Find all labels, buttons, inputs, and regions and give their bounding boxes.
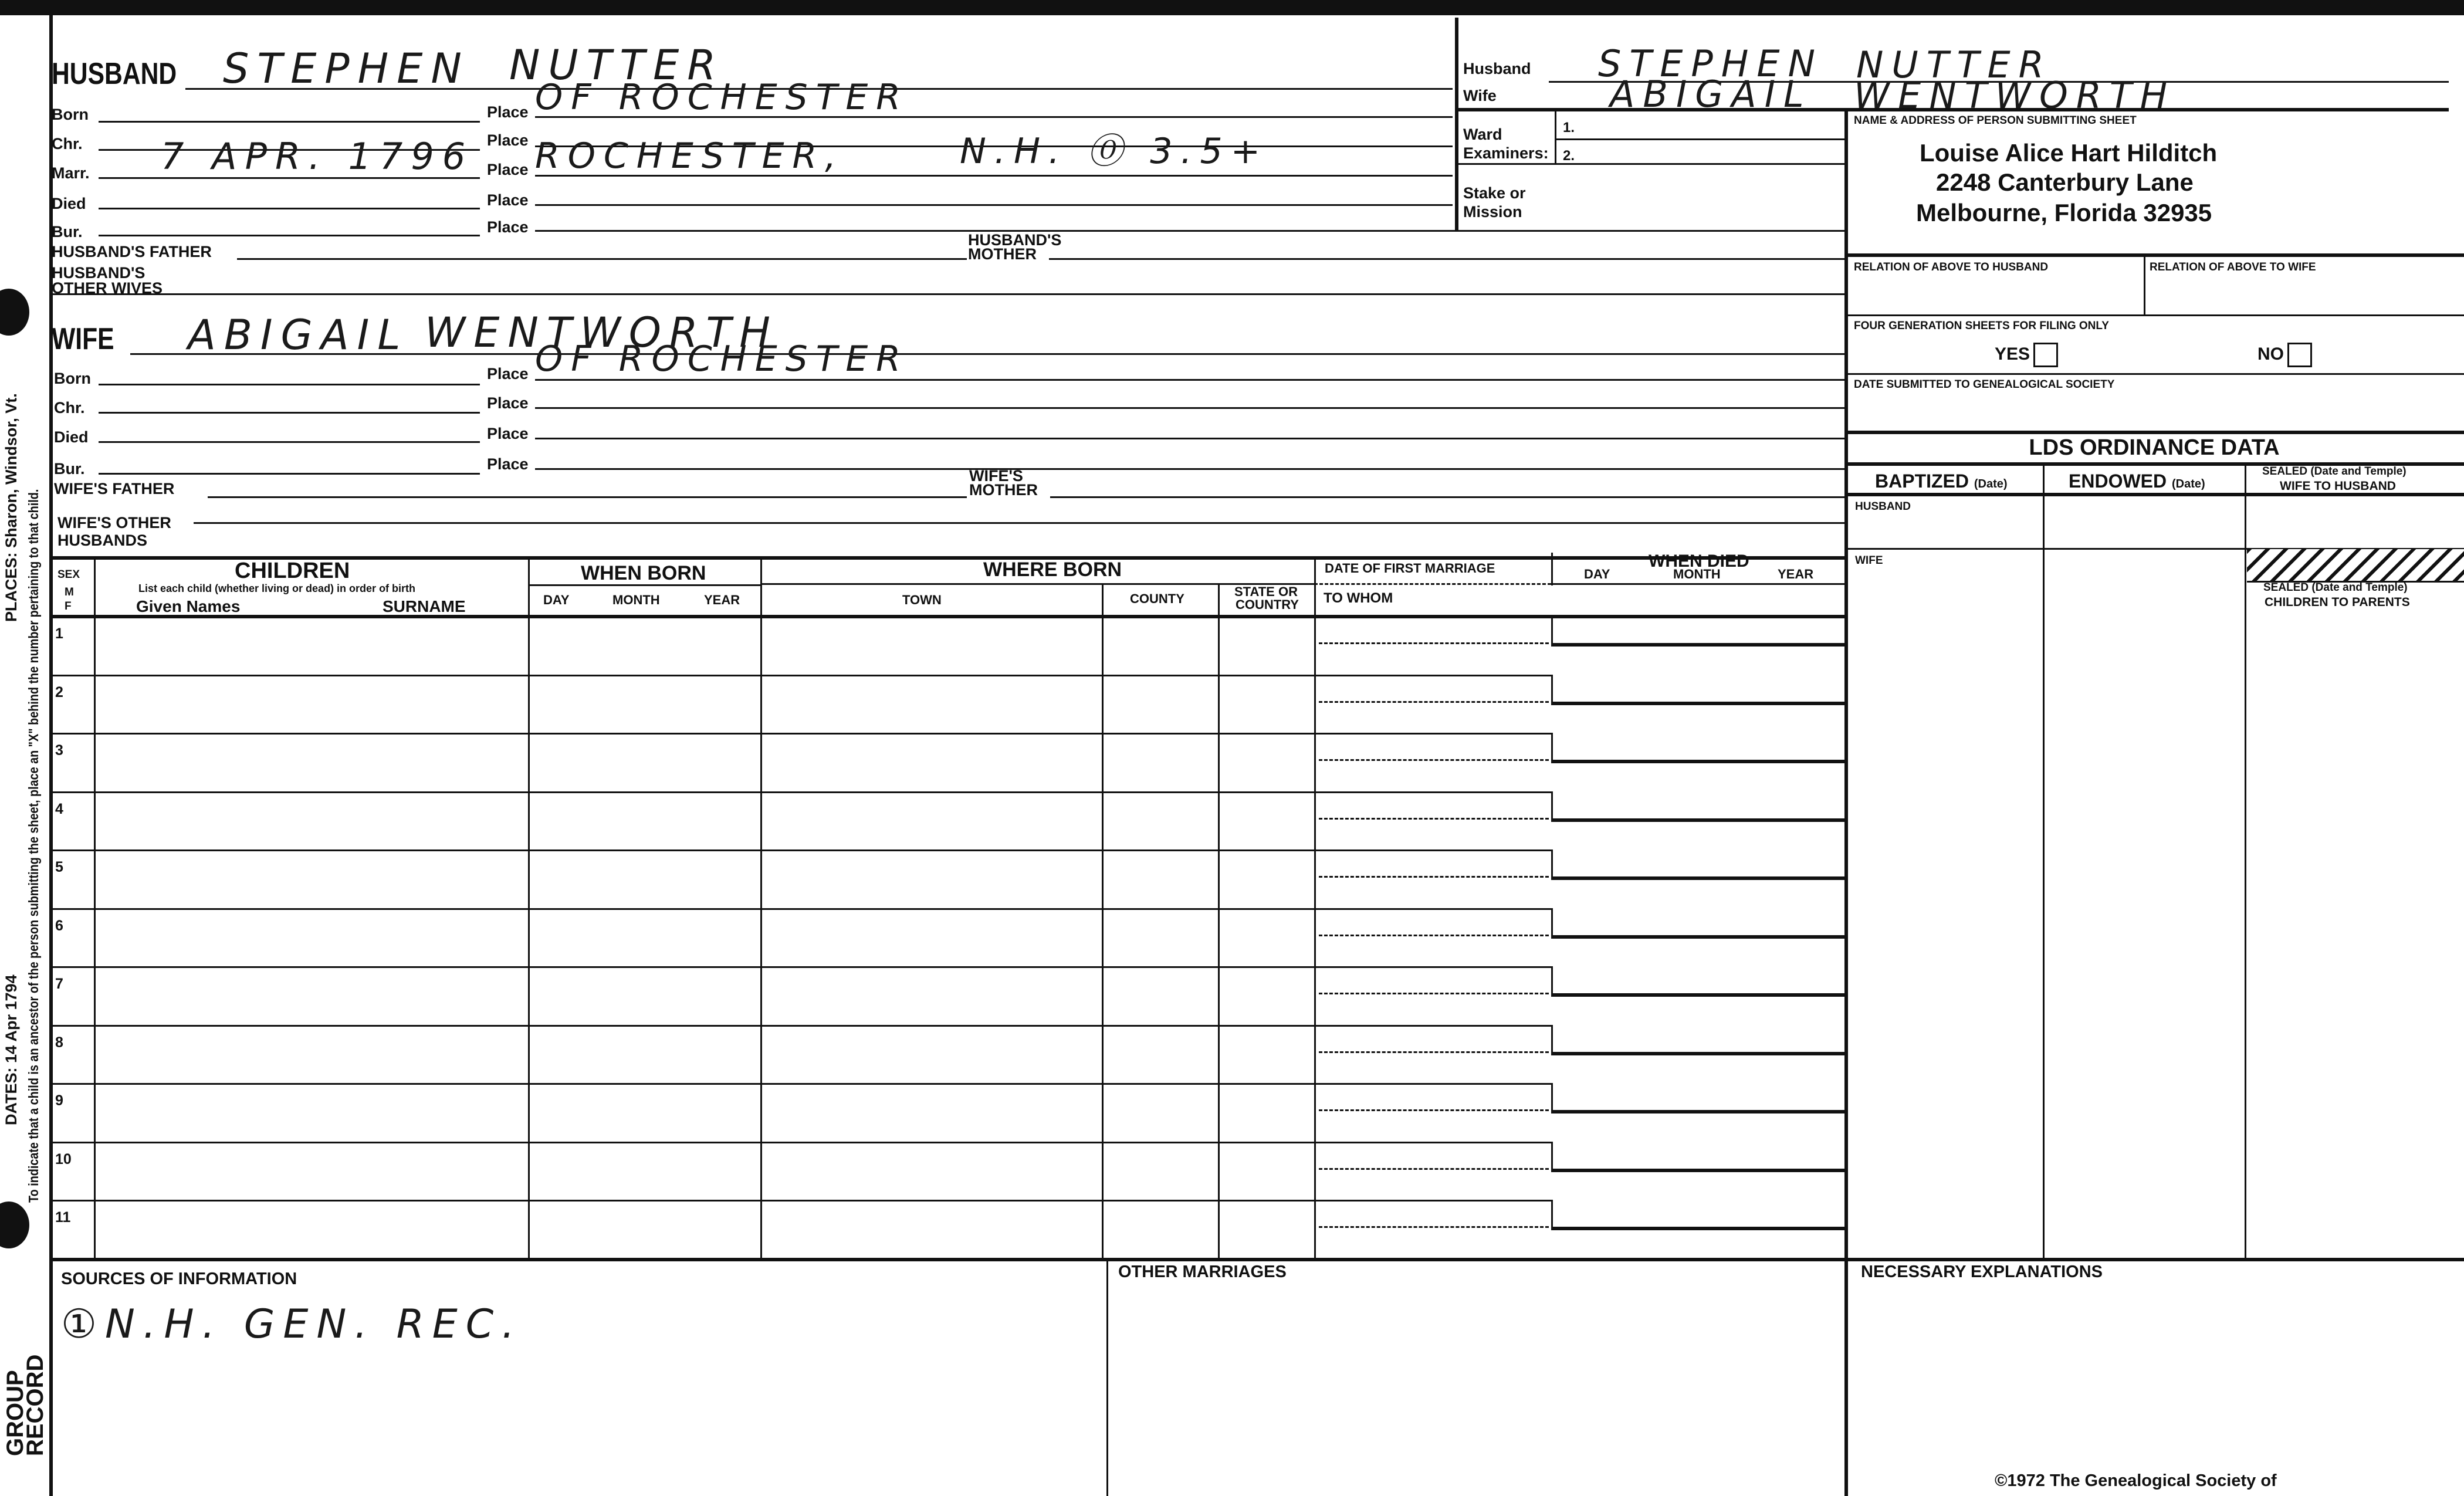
child-died-line xyxy=(1551,876,1844,880)
no-checkbox[interactable] xyxy=(2287,343,2312,367)
lds-sealed-wife-2: WIFE TO HUSBAND xyxy=(2280,479,2396,493)
four-gen-yes[interactable] xyxy=(1995,343,2058,367)
husband-bur-label: Bur. xyxy=(52,223,83,241)
four-gen-label: FOUR GENERATION SHEETS FOR FILING ONLY xyxy=(1854,320,2109,332)
county-label: COUNTY xyxy=(1130,591,1184,606)
examiner-2: 2. xyxy=(1563,148,1575,164)
husband-born-place: OF ROCHESTER xyxy=(535,77,909,118)
husband-marr-label: Marr. xyxy=(52,164,90,182)
given-names-label: Given Names xyxy=(136,597,241,615)
child-died-bracket xyxy=(1551,616,1553,644)
date-submitted-bottom-line xyxy=(1844,431,2464,434)
first-marriage-label: DATE OF FIRST MARRIAGE xyxy=(1325,561,1495,576)
sources-label: SOURCES OF INFORMATION xyxy=(61,1270,297,1288)
child-marriage-dash xyxy=(1319,818,1549,820)
wife-died-label: Died xyxy=(54,428,89,446)
child-died-bracket xyxy=(1551,791,1553,820)
child-died-bracket xyxy=(1551,1200,1553,1228)
explanations-label: NECESSARY EXPLANATIONS xyxy=(1861,1263,2103,1281)
child-row-divider xyxy=(49,1200,1316,1201)
wife-mother-label-2: MOTHER xyxy=(969,481,1038,499)
sources-value: ①N.H. GEN. REC. xyxy=(61,1301,523,1348)
other-marriages-label: OTHER MARRIAGES xyxy=(1118,1263,1287,1281)
town-label: TOWN xyxy=(902,593,942,607)
husband-chr-label: Chr. xyxy=(52,135,83,153)
four-gen-bottom-line xyxy=(1844,373,2464,375)
to-whom-label: TO WHOM xyxy=(1324,590,1393,606)
child-row-divider xyxy=(49,1142,1316,1143)
child-died-bracket xyxy=(1551,1025,1553,1053)
wife-bur-label: Bur. xyxy=(54,460,85,478)
examiner-2-line xyxy=(1457,163,1844,165)
lds-endowed xyxy=(2069,472,2205,490)
four-gen-no[interactable] xyxy=(2257,343,2312,367)
children-note: List each child (whether living or dead) in order of birth xyxy=(138,583,416,594)
child-died-line xyxy=(1551,993,1844,997)
born-day-label: DAY xyxy=(543,593,570,607)
child-died-bracket xyxy=(1551,675,1553,703)
wife-other-husbands-label-2: HUSBANDS xyxy=(57,532,148,549)
wife-surname: WENTWORTH xyxy=(425,309,779,357)
header-wife-given: ABIGAIL xyxy=(1610,73,1812,116)
margin-instruction: To indicate that a child is an ancestor of the person submitting the sheet, place an "X" behind the number pertaining to that child. xyxy=(26,489,41,1203)
child-died-line xyxy=(1551,1227,1844,1230)
copyright: ©1972 The Genealogical Society of xyxy=(1995,1471,2277,1490)
died-year-label: YEAR xyxy=(1778,567,1814,581)
wife-born-place-label: Place xyxy=(487,365,529,383)
child-row-number: 1 xyxy=(55,625,63,642)
born-month-label: MONTH xyxy=(612,593,660,607)
lds-baptized xyxy=(1875,472,2008,490)
relation-husband-label: RELATION OF ABOVE TO HUSBAND xyxy=(1854,261,2049,273)
binder-hole-top xyxy=(0,289,29,336)
child-died-line xyxy=(1551,760,1844,763)
marriage-header-dash xyxy=(1314,583,1551,585)
husband-chr-place-label: Place xyxy=(487,131,529,149)
lds-sealed-wife-1: SEALED (Date and Temple) xyxy=(2262,465,2407,478)
lds-title: LDS ORDINANCE DATA xyxy=(2029,435,2280,460)
child-row-divider-died xyxy=(1314,1025,1551,1027)
wife-died-place-line xyxy=(535,438,1844,439)
child-row-number: 7 xyxy=(55,976,63,992)
footer-divider-1 xyxy=(1106,1259,1108,1496)
lds-hatched-box xyxy=(2247,549,2464,583)
child-died-line xyxy=(1551,1169,1844,1172)
child-marriage-dash xyxy=(1319,876,1549,878)
margin-places: PLACES: Sharon, Windsor, Vt. xyxy=(2,393,20,622)
child-died-line xyxy=(1551,1052,1844,1055)
child-died-bracket xyxy=(1551,1083,1553,1111)
header-husband-label: Husband xyxy=(1463,60,1531,77)
lds-baptized-label: BAPTIZED xyxy=(1875,471,1969,492)
husband-mother-label-1: HUSBAND'S xyxy=(968,231,1062,249)
child-marriage-dash xyxy=(1319,701,1549,703)
where-born-subline xyxy=(760,583,1314,585)
wife-father-label: WIFE'S FATHER xyxy=(54,480,175,497)
examiner-1: 1. xyxy=(1563,120,1575,136)
child-row-number: 5 xyxy=(55,859,63,875)
children-header-bottom xyxy=(49,615,1844,618)
relation-divider xyxy=(2144,255,2145,316)
submitter-bottom-line xyxy=(1844,253,2464,257)
sex-m-label: M xyxy=(65,586,74,598)
child-row-divider xyxy=(49,1025,1316,1027)
husband-marr-date: 7 APR. 1796 xyxy=(161,135,474,178)
wife-chr-line xyxy=(99,412,480,414)
stake-label-1: Stake or xyxy=(1463,184,1526,202)
husband-born-line xyxy=(99,121,480,123)
husband-father-line xyxy=(237,258,967,260)
child-row-number: 10 xyxy=(55,1151,72,1167)
when-born-subline xyxy=(528,584,760,586)
child-row-number: 4 xyxy=(55,801,63,817)
submitter-city: Melbourne, Florida 32935 xyxy=(1916,199,2212,226)
child-row-divider-died xyxy=(1314,675,1551,676)
state-label-1: STATE OR xyxy=(1234,584,1298,599)
header-husband-given: STEPHEN xyxy=(1598,42,1823,85)
no-label: NO xyxy=(2257,344,2284,364)
husband-died-label: Died xyxy=(52,195,86,212)
lds-wife-label: WIFE xyxy=(1855,554,1883,567)
child-marriage-dash xyxy=(1319,1051,1549,1053)
child-row-divider-died xyxy=(1314,849,1551,851)
child-row-number: 6 xyxy=(55,918,63,934)
husband-title: HUSBAND xyxy=(52,57,177,91)
examiner-1-line xyxy=(1555,138,1844,140)
wife-born-label: Born xyxy=(54,370,91,387)
child-died-line xyxy=(1551,935,1844,939)
died-day-label: DAY xyxy=(1584,567,1610,581)
wife-born-place: OF ROCHESTER xyxy=(535,339,909,380)
child-marriage-dash xyxy=(1319,1109,1549,1111)
header-right-divider xyxy=(1455,18,1458,230)
date-submitted-label: DATE SUBMITTED TO GENEALOGICAL SOCIETY xyxy=(1854,378,2115,391)
child-marriage-dash xyxy=(1319,993,1549,994)
husband-surname: NUTTER xyxy=(509,41,724,89)
lds-endowed-label: ENDOWED xyxy=(2069,471,2167,492)
child-row-divider xyxy=(49,908,1316,910)
child-died-line xyxy=(1551,702,1844,705)
child-row-number: 2 xyxy=(55,684,63,700)
col-county xyxy=(1102,584,1104,1261)
group-record-title-2: RECORD xyxy=(22,1354,48,1456)
child-row-divider-died xyxy=(1314,966,1551,968)
husband-other-wives-label-2: OTHER WIVES xyxy=(52,279,163,297)
sex-f-label: F xyxy=(65,600,72,612)
wife-chr-place-label: Place xyxy=(487,394,529,412)
husband-mother-line xyxy=(1049,258,1844,260)
child-marriage-dash xyxy=(1319,1168,1549,1170)
wife-bur-place-line xyxy=(535,468,1844,470)
header-husband-surname: NUTTER xyxy=(1856,43,2052,86)
child-row-divider-died xyxy=(1314,791,1551,793)
wife-died-line xyxy=(99,441,480,443)
husband-bur-place-line xyxy=(535,230,1844,232)
sex-label: SEX xyxy=(57,568,80,581)
child-row-divider-died xyxy=(1314,1200,1551,1201)
yes-checkbox[interactable] xyxy=(2033,343,2058,367)
surname-label: SURNAME xyxy=(383,597,466,615)
born-year-label: YEAR xyxy=(704,593,740,607)
child-died-bracket xyxy=(1551,966,1553,994)
husband-marr-place-label: Place xyxy=(487,161,529,178)
died-month-label: MONTH xyxy=(1673,567,1721,581)
child-died-bracket xyxy=(1551,849,1553,878)
wife-died-place-label: Place xyxy=(487,425,529,442)
child-row-divider xyxy=(49,675,1316,676)
husband-bur-place-label: Place xyxy=(487,218,529,236)
child-died-line xyxy=(1551,1110,1844,1113)
margin-dates: DATES: 14 Apr 1794 xyxy=(2,974,20,1125)
header-wife-surname: WENTWORTH xyxy=(1854,74,2176,117)
submitter-label: NAME & ADDRESS OF PERSON SUBMITTING SHEET xyxy=(1854,114,2137,127)
children-table-bottom xyxy=(49,1258,2464,1261)
relation-wife-label: RELATION OF ABOVE TO WIFE xyxy=(2150,261,2316,273)
wife-chr-place-line xyxy=(535,407,1844,409)
submitter-name: Louise Alice Hart Hilditch xyxy=(1920,139,2218,167)
child-row-divider-died xyxy=(1314,1142,1551,1143)
child-died-bracket xyxy=(1551,733,1553,761)
husband-bur-line xyxy=(99,235,480,236)
wife-other-husbands-label-1: WIFE'S OTHER xyxy=(57,514,171,532)
wife-mother-label-1: WIFE'S xyxy=(969,467,1023,485)
husband-born-label: Born xyxy=(52,106,89,123)
col-state xyxy=(1218,584,1220,1261)
child-row-divider-died xyxy=(1314,733,1551,735)
lds-col-2 xyxy=(2245,463,2246,1258)
lds-header-line xyxy=(1844,493,2464,496)
group-record-title-1: GROUP xyxy=(2,1370,28,1456)
child-died-line xyxy=(1551,818,1844,822)
examiners-label: Examiners: xyxy=(1463,144,1549,162)
husband-other-wives-line xyxy=(52,293,1844,295)
wife-other-husbands-line xyxy=(194,522,1844,524)
child-marriage-dash xyxy=(1319,935,1549,936)
child-died-bracket xyxy=(1551,1142,1553,1170)
husband-given-name: STEPHEN xyxy=(223,45,470,93)
col-when-died xyxy=(1551,553,1553,585)
child-row-divider-died xyxy=(1314,1083,1551,1085)
child-row-divider xyxy=(49,966,1316,968)
husband-died-place-line xyxy=(535,204,1453,206)
wife-chr-label: Chr. xyxy=(54,399,85,417)
lds-endowed-date: (Date) xyxy=(2172,478,2205,490)
when-born-label: WHEN BORN xyxy=(581,562,706,584)
lds-sealed-children-2: CHILDREN TO PARENTS xyxy=(2265,595,2410,609)
child-died-line xyxy=(1551,643,1844,647)
relation-bottom-line xyxy=(1844,314,2464,316)
child-row-number: 11 xyxy=(55,1209,71,1226)
child-row-divider xyxy=(49,1083,1316,1085)
ward-label: Ward xyxy=(1463,126,1502,143)
wife-mother-line xyxy=(1050,496,1844,498)
husband-born-place-label: Place xyxy=(487,103,529,121)
husband-marr-state: N.H. ⓪ 3.5+ xyxy=(960,131,1268,172)
lds-col-1 xyxy=(2043,463,2045,1258)
when-died-subline xyxy=(1551,583,1844,585)
wife-father-line xyxy=(208,496,967,498)
lds-sealed-children-1: SEALED (Date and Temple) xyxy=(2263,581,2408,594)
lds-baptized-date: (Date) xyxy=(1974,478,2008,490)
examiners-divider xyxy=(1555,110,1556,163)
stake-label-2: Mission xyxy=(1463,203,1522,221)
header-wife-label: Wife xyxy=(1463,87,1497,104)
wife-bur-line xyxy=(99,473,480,475)
husband-mother-label-2: MOTHER xyxy=(968,245,1037,263)
husband-father-label: HUSBAND'S FATHER xyxy=(52,243,212,260)
child-marriage-dash xyxy=(1319,759,1549,761)
husband-died-line xyxy=(99,208,480,209)
wife-given-name: ABIGAIL xyxy=(188,311,409,359)
husband-died-place-label: Place xyxy=(487,191,529,209)
child-marriage-dash xyxy=(1319,642,1549,644)
child-died-bracket xyxy=(1551,908,1553,936)
child-row-number: 8 xyxy=(55,1034,63,1051)
child-row-divider xyxy=(49,733,1316,735)
binder-hole-bottom xyxy=(0,1201,29,1248)
child-marriage-dash xyxy=(1319,1226,1549,1228)
where-born-label: WHERE BORN xyxy=(983,559,1122,581)
when-died-label: WHEN DIED xyxy=(1649,551,1749,571)
wife-bur-place-label: Place xyxy=(487,455,529,473)
lds-husband-label: HUSBAND xyxy=(1855,500,1911,513)
husband-other-wives-label-1: HUSBAND'S xyxy=(52,264,145,282)
top-border xyxy=(0,0,2464,15)
submitter-street: 2248 Canterbury Lane xyxy=(1936,168,2194,196)
child-row-number: 9 xyxy=(55,1092,63,1109)
wife-title: WIFE xyxy=(52,322,114,356)
header-wife-line xyxy=(1457,108,2449,111)
child-row-divider xyxy=(49,791,1316,793)
husband-marr-place: ROCHESTER, xyxy=(535,136,845,177)
state-label-2: COUNTRY xyxy=(1236,597,1299,612)
child-row-divider xyxy=(49,849,1316,851)
child-row-number: 3 xyxy=(55,742,63,759)
child-row-divider-died xyxy=(1314,908,1551,910)
children-title: CHILDREN xyxy=(235,559,350,583)
yes-label: YES xyxy=(1995,344,2030,364)
wife-born-line xyxy=(99,384,480,385)
